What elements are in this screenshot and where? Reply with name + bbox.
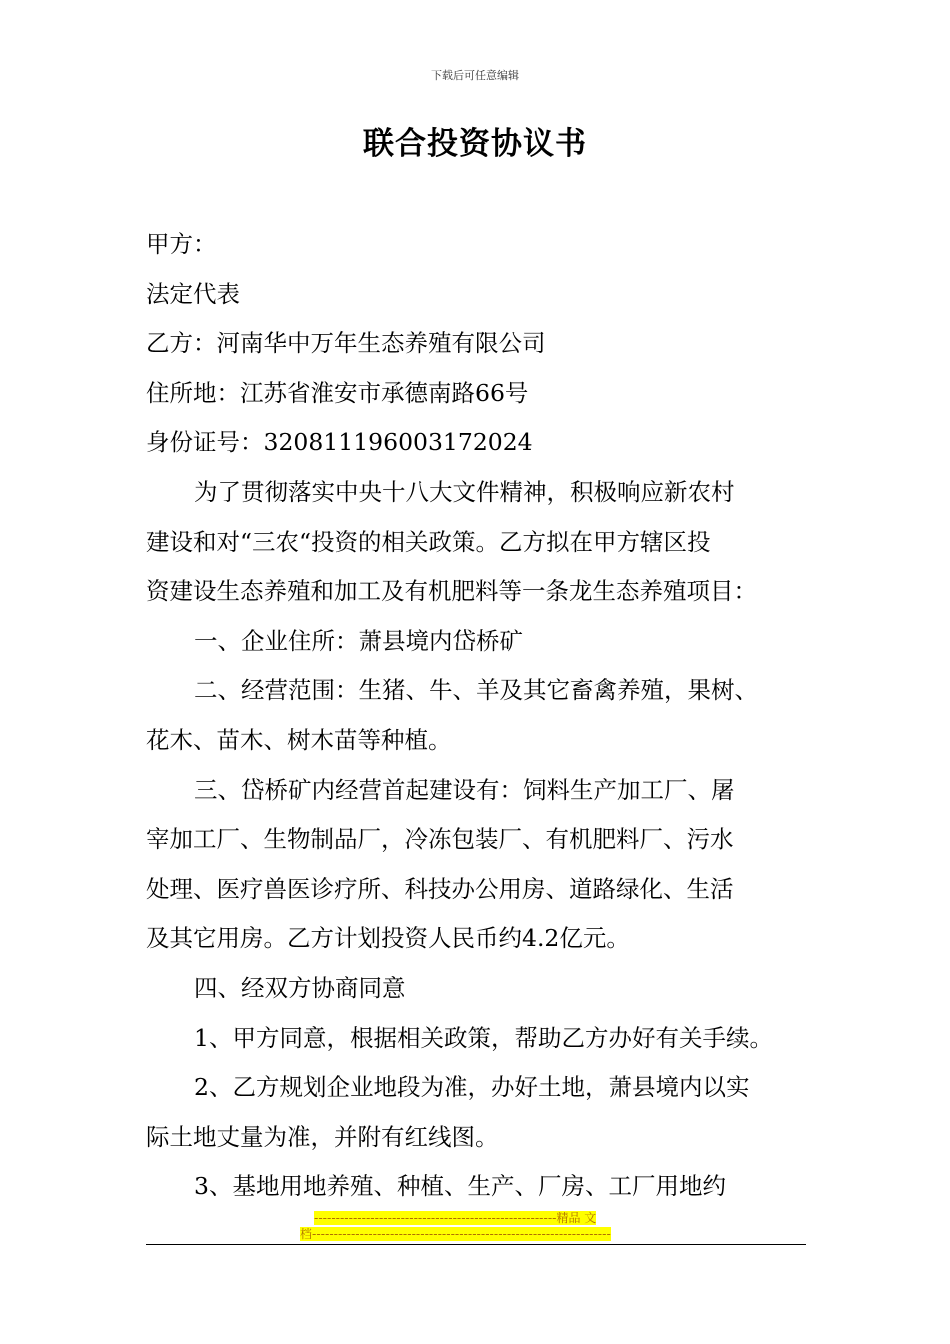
body-line: 住所地：江苏省淮安市承德南路66号 [146, 378, 529, 407]
footer-watermark [300, 1210, 650, 1242]
body-line: 资建设生态养殖和加工及有机肥料等一条龙生态养殖项目： [146, 577, 757, 606]
body-line: 甲方： [146, 230, 217, 258]
body-line: 三、岱桥矿内经营首起建设有：饲料生产加工厂、屠 [194, 775, 735, 804]
body-line: 为了贯彻落实中央十八大文件精神，积极响应新农村 [194, 477, 735, 506]
body-line: 际土地丈量为准，并附有红线图。 [146, 1122, 499, 1151]
body-line: 一、企业住所：萧县境内岱桥矿 [194, 626, 523, 655]
body-line: 身份证号：320811196003172024 [146, 428, 533, 457]
body-line: 3、基地用地养殖、种植、生产、厂房、工厂用地约 [194, 1172, 726, 1201]
document-body [146, 220, 822, 1212]
body-line: 建设和对“三农“投资的相关政策。乙方拟在甲方辖区投 [146, 527, 711, 556]
footer-line-1: --------------------------------------------------------精品 文 [314, 1211, 597, 1225]
body-line: 1、甲方同意，根据相关政策，帮助乙方办好有关手续。 [194, 1023, 773, 1052]
header-note: 下载后可任意编辑 [431, 69, 519, 82]
body-line: 宰加工厂、生物制品厂，冷冻包装厂、有机肥料厂、污水 [146, 825, 734, 854]
footer-line-2: 档--------------------------------------------------------------------- [300, 1227, 611, 1241]
body-line: 处理、医疗兽医诊疗所、科技办公用房、道路绿化、生活 [146, 874, 734, 903]
body-line: 乙方：河南华中万年生态养殖有限公司 [146, 329, 546, 358]
document-title: 联合投资协议书 [363, 126, 587, 162]
footer-rule [146, 1244, 806, 1245]
body-line: 二、经营范围：生猪、牛、羊及其它畜禽养殖，果树、 [194, 676, 758, 705]
body-line: 法定代表 [146, 279, 240, 308]
body-line: 及其它用房。乙方计划投资人民币约4.2亿元。 [146, 924, 630, 953]
body-line: 四、经双方协商同意 [194, 973, 406, 1002]
body-line: 花木、苗木、树木苗等种植。 [146, 725, 452, 754]
body-line: 2、乙方规划企业地段为准，办好土地，萧县境内以实 [194, 1073, 750, 1102]
